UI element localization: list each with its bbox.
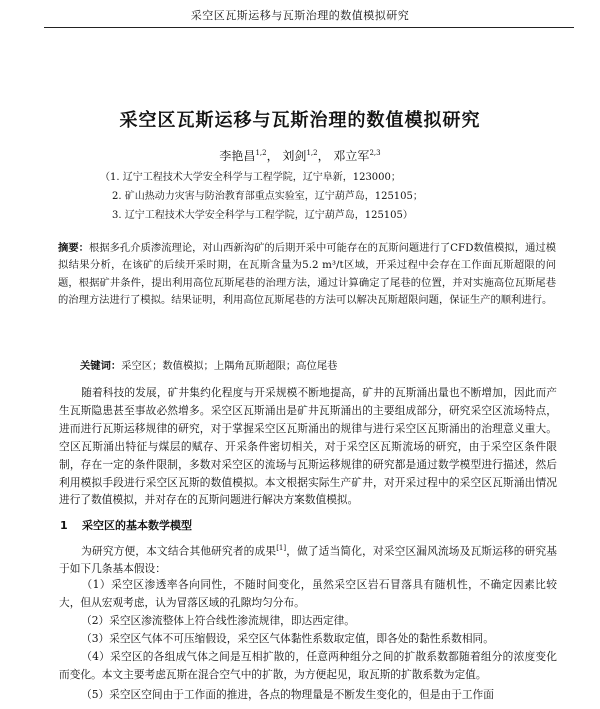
assumption-item: （5）采空区空间由于工作面的推进，各点的物理量是不断发生变化的，但是由于工作面 <box>81 688 494 701</box>
assumption-item: （1）采空区渗透率各向同性，不随时间变化，虽然采空区岩石冒落具有随机性，不确定因素比较大，但从宏观考虑，认为冒落区域的孔隙均匀分布。 <box>59 578 557 609</box>
affiliation-3: 3. 辽宁工程技术大学安全科学与工程学院，辽宁葫芦岛，125105） <box>112 210 413 221</box>
abstract-label: 摘要： <box>58 242 89 254</box>
assumption-item: （2）采空区渗流整体上符合线性渗流规律，即达西定律。 <box>81 614 355 627</box>
section-number: 1 <box>60 519 68 532</box>
author-affiliation-mark: 2,3 <box>369 149 381 157</box>
section-heading <box>60 517 192 533</box>
assumption-item: （3）采空区气体不可压缩假设，采空区气体黏性系数取定值，即各处的黏性系数相同。 <box>81 632 494 645</box>
intro-text: 随着科技的发展，矿井集约化程度与开采规模不断地提高，矿井的瓦斯涌出量也不断增加，因此而产生瓦斯隐患甚至事故必然增多。采空区瓦斯涌出是矿井瓦斯涌出的主要组成部分，研究采空区流场特点，进而进行瓦斯运移规律的研究，对于掌握采空区瓦斯涌出的规律与进行采空区瓦斯涌出的治理意义重大。空区瓦斯涌出特征与煤层的赋存、开采条件密切相关，对于采空区瓦斯流场的研究，由于采空区条件限制，存在一定的条件限制，多数对采空区的流场与瓦斯运移规律的研究都是通过数学模型进行描述，然后利用模拟手段进行采空区瓦斯的数值模拟。本文根据实际生产矿井，对开采过程中的采空区瓦斯涌出情况进行了数值模拟，并对存在的瓦斯问题进行解决方案数值模拟。 <box>59 386 557 507</box>
section-title: 采空区的基本数学模型 <box>82 519 192 532</box>
affiliation-1: （1. 辽宁工程技术大学安全科学与工程学院，辽宁阜新，123000； <box>100 172 401 183</box>
author-name: 邓立军 <box>333 149 370 163</box>
affiliation-2: 2. 矿山热动力灾害与防治教育部重点实验室，辽宁葫芦岛，125105； <box>112 191 423 202</box>
intro-paragraph <box>59 384 557 509</box>
abstract-text: 根据多孔介质渗流理论，对山西新沟矿的后期开采中可能存在的瓦斯问题进行了CFD数值模拟，通过模拟结果分析，在该矿的后续开采时期，在瓦斯含量为5.2 m³/t区域，开采过程中会存在工作面瓦斯超限的问题，根据矿井条件，提出利用高位瓦斯尾巷的治理方法，通过计算确定了尾巷的位置，并对实施高位瓦斯尾巷的治理方法进行了模拟。结果证明，利用高位瓦斯尾巷的方法可以解决瓦斯超限问题，保证生产的顺利进行。 <box>58 242 557 306</box>
assumption-item: （4）采空区的各组成气体之间是互相扩散的，任意两种组分之间的扩散系数都随着组分的浓度变化而变化。本文主要考虑瓦斯在混合空气中的扩散，为方便起见，取瓦斯的扩散系数为定值。 <box>59 650 557 681</box>
keywords-label: 关键词： <box>80 360 122 372</box>
author-line: 李艳昌$^{1,2}$， 刘剑$^{1,2}$， 邓立军$^{2,3}$ <box>219 149 381 163</box>
keywords <box>80 357 337 372</box>
author-affiliation-mark: 1,2 <box>306 149 318 157</box>
author-affiliation-mark: 1,2 <box>255 149 267 157</box>
author-name: 刘剑 <box>282 149 307 163</box>
abstract <box>58 240 556 309</box>
assumptions-intro: 为研究方便，本文结合其他研究者的成果[1]，做了适当简化，对采空区漏风流场及瓦斯运移的研究基于如下几条基本假设： <box>59 544 557 576</box>
header-rule <box>44 27 574 28</box>
citation: [1] <box>276 544 287 552</box>
running-header <box>0 0 600 33</box>
paper-title: 采空区瓦斯运移与瓦斯治理的数值模拟研究 <box>119 110 481 131</box>
author-name: 李艳昌 <box>219 149 256 163</box>
running-head-text: 采空区瓦斯运移与瓦斯治理的数值模拟研究 <box>190 9 410 22</box>
keywords-text: 采空区；数值模拟；上隅角瓦斯超限；高位尾巷 <box>121 360 338 372</box>
